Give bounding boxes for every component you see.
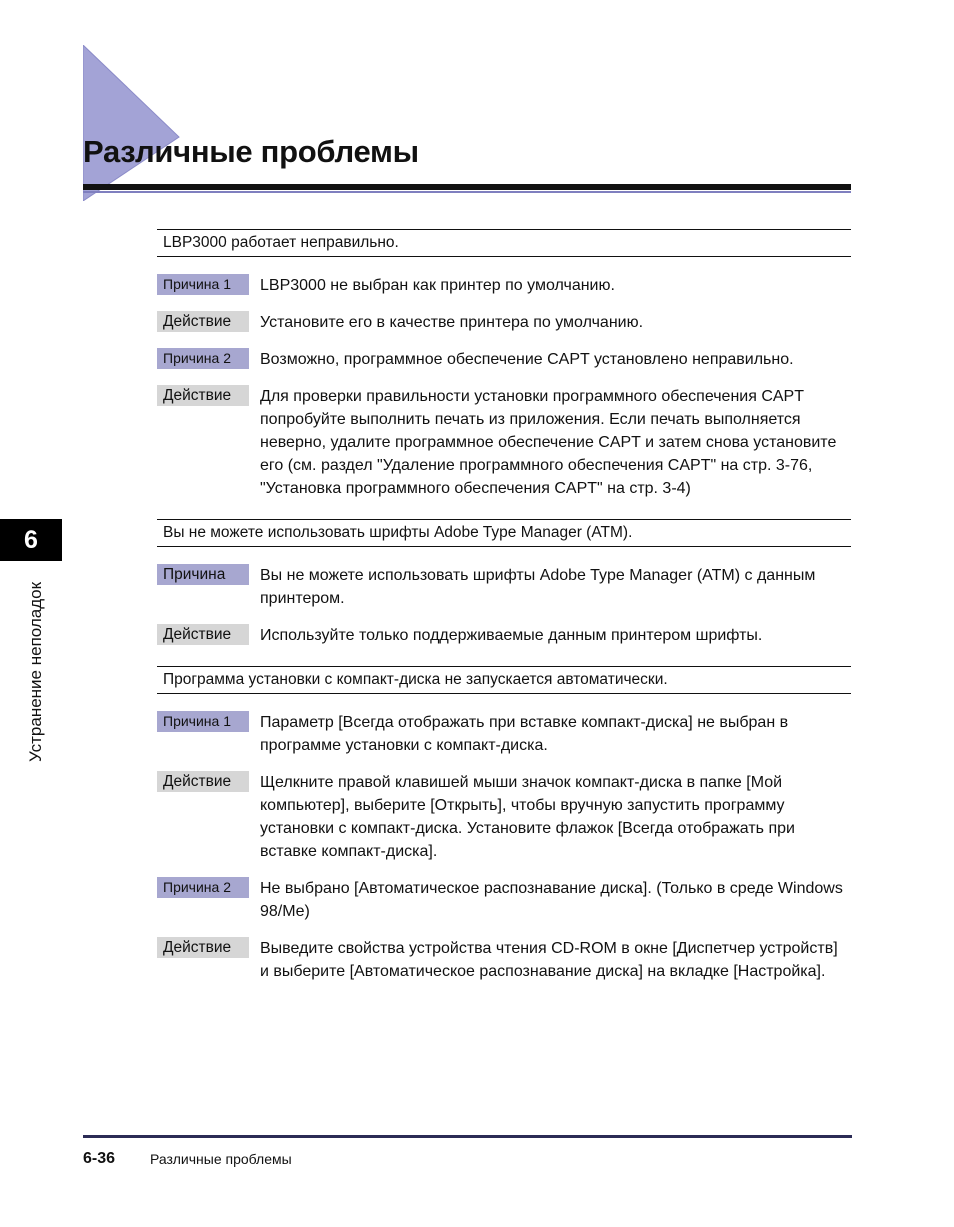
action-text: Для проверки правильности установки программного обеспечения CAPT попробуйте выполнить печать из приложения. Если печать выполняется неверно, удалите программное обеспечение CAPT и затем снова установите его (см. раздел "Удаление программного обеспечения CAPT" на стр. 3-76, "Установка программного обеспечения CAPT" на стр. 3-4) bbox=[260, 388, 837, 497]
title-rule bbox=[83, 184, 851, 190]
cause-tag: Причина 1 bbox=[157, 711, 249, 732]
problem-section bbox=[157, 666, 851, 983]
cause-action-list bbox=[157, 257, 851, 500]
cause-text: Параметр [Всегда отображать при вставке компакт-диска] не выбран в программе установки с компакт-диска. bbox=[260, 714, 789, 754]
chapter-tab: 6 bbox=[0, 519, 62, 561]
cause-text: Возможно, программное обеспечение CAPT установлено неправильно. bbox=[260, 351, 794, 368]
action-row bbox=[157, 385, 851, 500]
problem-heading: LBP3000 работает неправильно. bbox=[157, 229, 851, 257]
cause-row bbox=[157, 348, 851, 371]
action-tag: Действие bbox=[157, 624, 249, 645]
page-number: 6-36 bbox=[83, 1150, 116, 1167]
footer-rule bbox=[83, 1135, 852, 1138]
cause-text: Не выбрано [Автоматическое распознавание диска]. (Только в среде Windows 98/Me) bbox=[260, 880, 843, 920]
chapter-label: Устранение неполадок bbox=[26, 581, 45, 763]
action-tag: Действие bbox=[157, 771, 249, 792]
problem-section bbox=[157, 519, 851, 647]
cause-row bbox=[157, 877, 851, 923]
action-row bbox=[157, 937, 851, 983]
cause-row bbox=[157, 274, 851, 297]
title-rule-accent bbox=[83, 191, 851, 193]
action-text: Выведите свойства устройства чтения CD-ROM в окне [Диспетчер устройств] и выберите [Автоматическое распознавание диска] на вкладке [Настройка]. bbox=[260, 940, 838, 980]
title-triangle-decoration bbox=[83, 45, 183, 201]
cause-tag: Причина 2 bbox=[157, 877, 249, 898]
cause-row bbox=[157, 564, 851, 610]
cause-text: LBP3000 не выбран как принтер по умолчанию. bbox=[260, 277, 615, 294]
action-row bbox=[157, 311, 851, 334]
cause-text: Вы не можете использовать шрифты Adobe Type Manager (ATM) с данным принтером. bbox=[260, 567, 816, 607]
cause-tag: Причина bbox=[157, 564, 249, 585]
cause-tag: Причина 1 bbox=[157, 274, 249, 295]
action-tag: Действие bbox=[157, 937, 249, 958]
action-row bbox=[157, 771, 851, 863]
problem-section bbox=[157, 229, 851, 500]
page-title: Различные проблемы bbox=[83, 134, 419, 169]
action-row bbox=[157, 624, 851, 647]
action-tag: Действие bbox=[157, 385, 249, 406]
cause-tag: Причина 2 bbox=[157, 348, 249, 369]
action-text: Щелкните правой клавишей мыши значок компакт-диска в папке [Мой компьютер], выберите [Открыть], чтобы вручную запустить программу установки с компакт-диска. Установите флажок [Всегда отображать при вставке компакт-диска]. bbox=[260, 774, 795, 860]
action-text: Используйте только поддерживаемые данным принтером шрифты. bbox=[260, 627, 763, 644]
cause-action-list bbox=[157, 694, 851, 983]
problem-heading: Программа установки с компакт-диска не запускается автоматически. bbox=[157, 666, 851, 694]
troubleshooting-content bbox=[157, 229, 851, 1002]
action-text: Установите его в качестве принтера по умолчанию. bbox=[260, 314, 644, 331]
problem-heading: Вы не можете использовать шрифты Adobe Type Manager (ATM). bbox=[157, 519, 851, 547]
cause-row bbox=[157, 711, 851, 757]
cause-action-list bbox=[157, 547, 851, 647]
action-tag: Действие bbox=[157, 311, 249, 332]
footer-title: Различные проблемы bbox=[150, 1151, 292, 1167]
